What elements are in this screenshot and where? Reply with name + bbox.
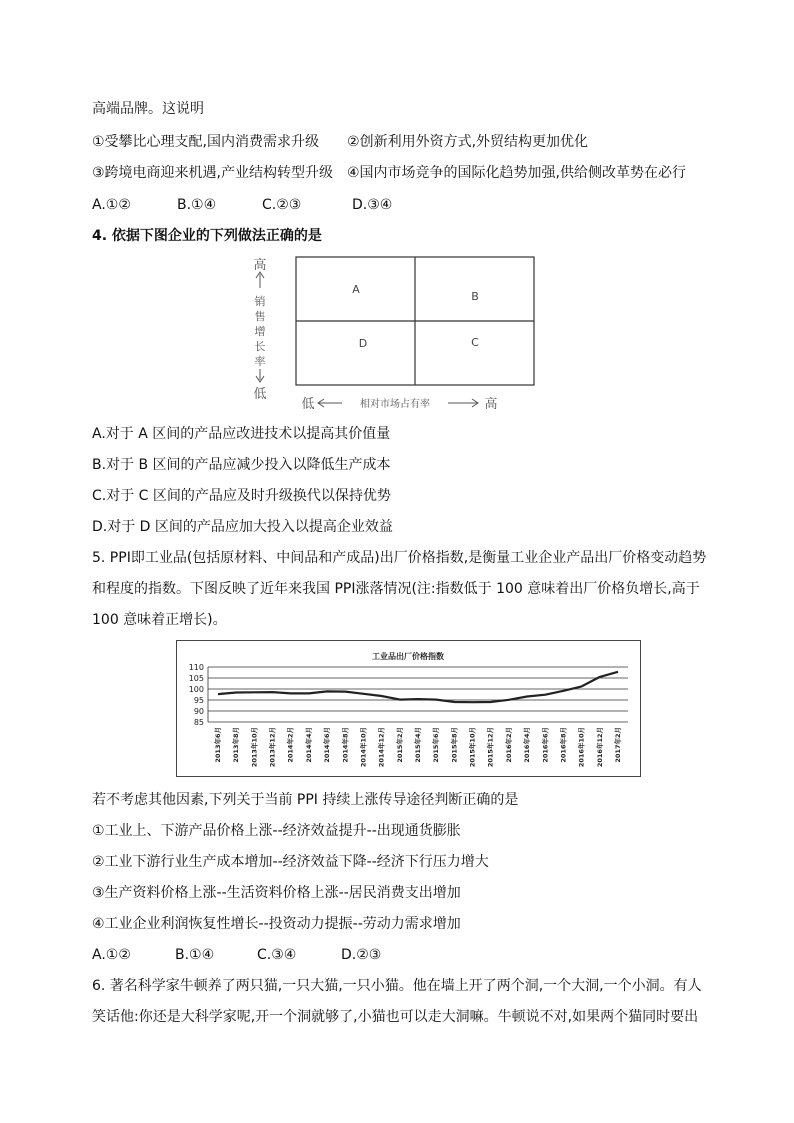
ppi-x-tick-label: 2015年4月: [414, 727, 422, 763]
q3-option-b[interactable]: B.①④: [177, 197, 217, 213]
q5-option-c[interactable]: C.③④: [257, 947, 297, 963]
ppi-x-tick-label: 2014年10月: [359, 727, 368, 768]
q5-options: [92, 945, 381, 965]
q3-statement-2: ②创新利用外资方式,外贸结构更加优化: [347, 134, 589, 150]
ppi-x-tick-label: 2014年8月: [341, 727, 350, 763]
y-axis-label-char-5: 率: [254, 355, 266, 368]
q3-options: [92, 195, 392, 215]
q5-stem-line-3: 100 意味着正增长)。: [92, 612, 227, 628]
q5-option-d[interactable]: D.②③: [341, 947, 382, 963]
ppi-x-tick-label: 2014年12月: [377, 727, 386, 768]
q4-stem: 4. 依据下图企业的下列做法正确的是: [92, 228, 322, 244]
q5-question: 若不考虑其他因素,下列关于当前 PPI 持续上涨传导途径判断正确的是: [92, 792, 519, 808]
ppi-x-tick-label: 2015年2月: [395, 727, 404, 763]
q3-option-c[interactable]: C.②③: [262, 197, 302, 213]
q3-tail: 高端品牌。这说明: [92, 101, 204, 117]
q3-option-d[interactable]: D.③④: [352, 197, 393, 213]
q5-option-a[interactable]: A.①②: [92, 947, 131, 963]
q3-statements-row2: [92, 163, 686, 183]
q3-statement-4: ④国内市场竞争的国际化趋势加强,供给侧改革势在必行: [347, 165, 686, 181]
q6-line-2: 笑话他:你还是大科学家呢,开一个洞就够了,小猫也可以走大洞嘛。牛顿说不对,如果两个猫同时要出: [92, 1009, 699, 1025]
ppi-x-tick-label: 2014年6月: [323, 727, 332, 763]
q5-statement-4: ④工业企业利润恢复性增长--投资动力提振--劳动力需求增加: [92, 916, 461, 932]
ppi-chart: [176, 640, 641, 777]
ppi-x-tick-label: 2016年8月: [559, 727, 568, 763]
ppi-x-tick-labels: [213, 727, 622, 767]
ppi-x-tick-label: 2016年2月: [504, 727, 513, 763]
y-axis-label-char-4: 长: [254, 340, 266, 353]
q5-option-b[interactable]: B.①④: [175, 947, 215, 963]
cell-d-label: D: [358, 337, 368, 350]
q4-option-c[interactable]: C.对于 C 区间的产品应及时升级换代以保持优势: [92, 488, 391, 504]
ppi-x-tick-label: 2013年12月: [268, 727, 277, 768]
ppi-y-tick-label: 100: [188, 685, 204, 694]
ppi-x-tick-label: 2014年2月: [286, 727, 295, 763]
q5-statement-3: ③生产资料价格上涨--生活资料价格上涨--居民消费支出增加: [92, 885, 461, 901]
x-axis-high: 高: [484, 397, 498, 410]
q5-statement-1: ①工业上、下游产品价格上涨--经济效益提升--出现通货膨胀: [92, 823, 461, 839]
ppi-x-tick-label: 2015年6月: [432, 727, 441, 763]
ppi-x-tick-label: 2014年4月: [304, 727, 313, 763]
ppi-x-tick-label: 2016年4月: [523, 727, 532, 763]
matrix-figure: [250, 250, 550, 410]
q3-statements-row1: [92, 132, 588, 152]
q3-statement-3: ③跨境电商迎来机遇,产业结构转型升级: [92, 165, 333, 181]
q5-stem-line-2: 和程度的指数。下图反映了近年来我国 PPI涨落情况(注:指数低于 100 意味着出厂价格负增长,高于: [92, 581, 700, 597]
x-axis-label: 相对市场占有率: [360, 399, 430, 410]
q5-stem-line-1: 5. PPI即工业品(包括原材料、中间品和产成品)出厂价格指数,是衡量工业企业产品出厂价格变动趋势: [92, 550, 707, 566]
ppi-x-tick-label: 2013年6月: [214, 727, 222, 763]
q4-option-d[interactable]: D.对于 D 区间的产品应加大投入以提高企业效益: [92, 519, 393, 535]
q4-option-b[interactable]: B.对于 B 区间的产品应减少投入以降低生产成本: [92, 457, 391, 473]
x-axis-low: 低: [301, 397, 315, 410]
y-axis-label-char-2: 售: [254, 310, 266, 323]
ppi-x-tick-label: 2016年6月: [541, 727, 550, 763]
ppi-chart-title: 工业品出厂价格指数: [372, 652, 444, 661]
ppi-x-tick-label: 2015年8月: [450, 727, 459, 763]
ppi-y-tick-label: 95: [193, 696, 204, 705]
ppi-x-tick-label: 2017年2月: [614, 727, 622, 763]
q6-line-1: 6. 著名科学家牛顿养了两只猫,一只大猫,一只小猫。他在墙上开了两个洞,一个大洞,一个小洞。有人: [92, 978, 702, 994]
ppi-x-tick-label: 2013年8月: [232, 727, 241, 763]
y-axis-low: 低: [253, 387, 267, 402]
y-axis-label-char-3: 增: [254, 325, 266, 338]
ppi-x-tick-label: 2015年12月: [486, 727, 495, 768]
ppi-y-tick-label: 110: [188, 663, 204, 672]
y-axis-label-char-1: 销: [254, 295, 266, 308]
cell-a-label: A: [352, 283, 360, 296]
ppi-y-tick-label: 85: [193, 718, 204, 727]
q5-statement-2: ②工业下游行业生产成本增加--经济效益下降--经济下行压力增大: [92, 854, 489, 870]
q3-option-a[interactable]: A.①②: [92, 197, 131, 213]
cell-c-label: C: [471, 336, 479, 349]
ppi-y-tick-label: 105: [188, 674, 204, 683]
cell-b-label: B: [471, 290, 479, 303]
ppi-x-tick-label: 2016年12月: [595, 727, 604, 768]
ppi-x-tick-label: 2015年10月: [468, 727, 477, 768]
y-axis-high: 高: [253, 258, 267, 273]
q3-statement-1: ①受攀比心理支配,国内消费需求升级: [92, 134, 320, 150]
ppi-x-tick-label: 2016年10月: [577, 727, 586, 768]
q4-option-a[interactable]: A.对于 A 区间的产品应改进技术以提高其价值量: [92, 426, 391, 442]
ppi-x-tick-label: 2013年10月: [250, 727, 259, 768]
ppi-y-tick-label: 90: [193, 707, 204, 716]
